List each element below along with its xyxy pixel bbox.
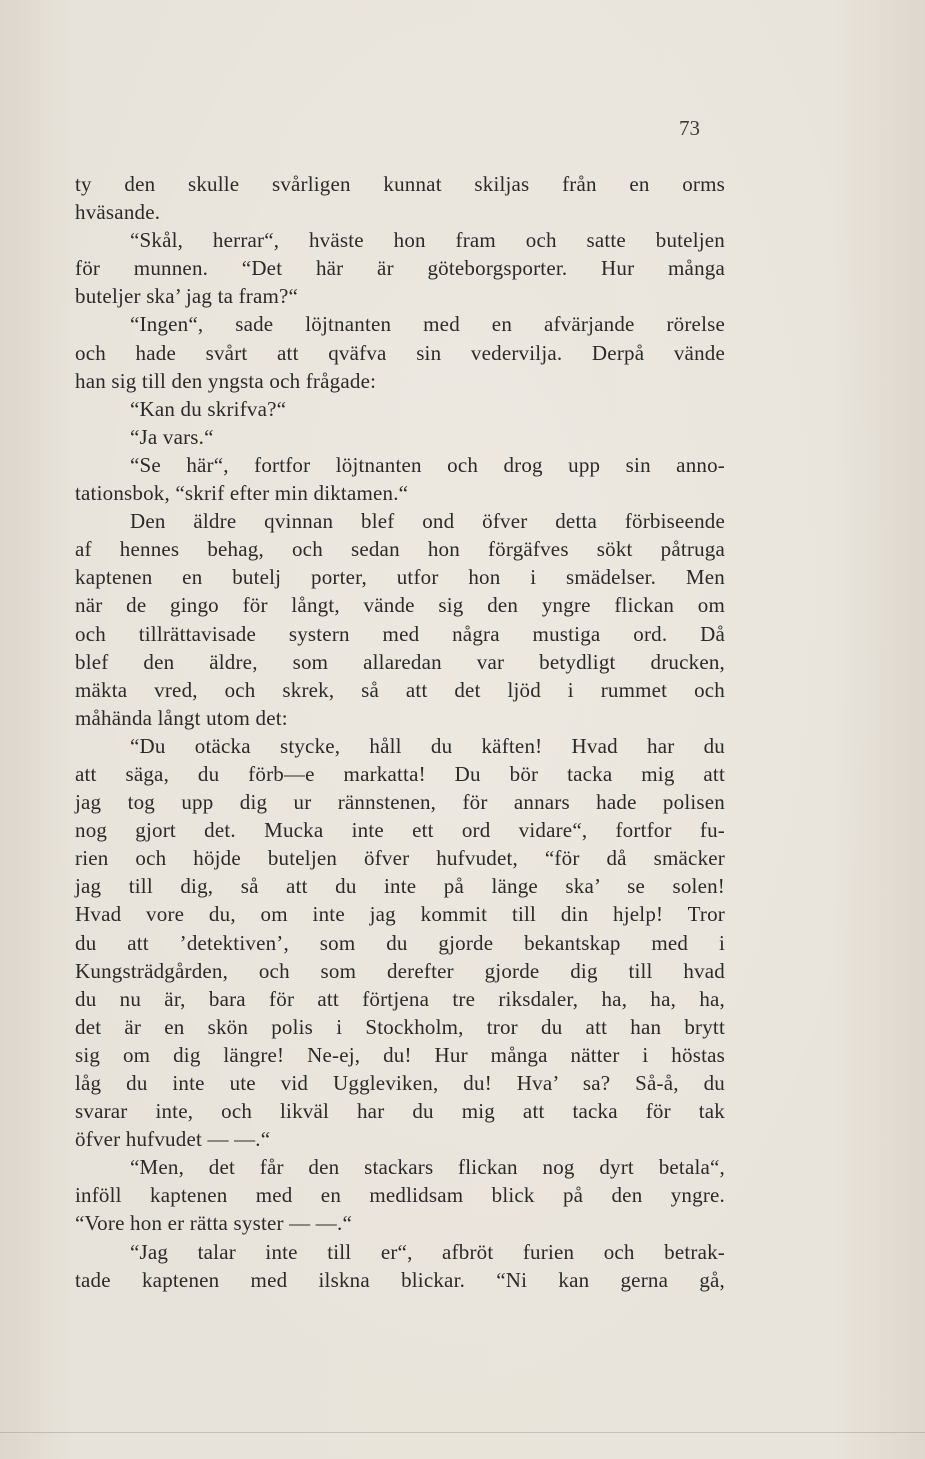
text-line: “Skål, herrar“, hväste hon fram och satte buteljen — [130, 228, 725, 253]
text-line: “Ja vars.“ — [130, 424, 214, 449]
text-line: och tillrättavisade systern med några mustiga ord. Då — [75, 621, 725, 646]
text-line: jag tog upp dig ur rännstenen, för annars hade polisen — [75, 790, 725, 815]
text-line: mäkta vred, och skrek, så att det ljöd i rummet och — [75, 677, 725, 702]
text-line: “Men, det får den stackars flickan nog dyrt betala“, — [130, 1155, 725, 1180]
page-edge-line — [0, 1432, 925, 1433]
text-line: för munnen. “Det här är göteborgsporter. Hur många — [75, 256, 725, 281]
text-line: jag till dig, så att du inte på länge ska’ se solen! — [75, 874, 725, 899]
text-line: du att ’detektiven’, som du gjorde bekantskap med i — [75, 930, 725, 955]
body-text — [75, 170, 725, 1294]
text-line: Kungsträdgården, och som derefter gjorde dig till hvad — [75, 958, 725, 983]
text-line: och hade svårt att qväfva sin vedervilja. Derpå vände — [75, 340, 725, 365]
text-line: tationsbok, “skrif efter min diktamen.“ — [75, 481, 409, 506]
text-line: inföll kaptenen med en medlidsam blick på den yngre. — [75, 1183, 725, 1208]
text-line: nog gjort det. Mucka inte ett ord vidare“, fortfor fu- — [75, 818, 725, 843]
text-line: det är en skön polis i Stockholm, tror du att han brytt — [75, 1014, 725, 1039]
text-line: måhända långt utom det: — [75, 705, 288, 730]
text-line: buteljer ska’ jag ta fram?“ — [75, 284, 299, 309]
text-line: han sig till den yngsta och frågade: — [75, 368, 377, 393]
text-line: “Jag talar inte till er“, afbröt furien och betrak- — [130, 1239, 725, 1264]
text-line: af hennes behag, och sedan hon förgäfves sökt påtruga — [75, 537, 725, 562]
text-line: öfver hufvudet — —.“ — [75, 1127, 271, 1152]
text-line: hväsande. — [75, 200, 161, 225]
text-line: Den äldre qvinnan blef ond öfver detta förbiseende — [130, 509, 725, 534]
text-line: tade kaptenen med ilskna blickar. “Ni kan gerna gå, — [75, 1267, 725, 1292]
text-line: låg du inte ute vid Uggleviken, du! Hva’ sa? Så-å, du — [75, 1071, 725, 1095]
text-line: när de gingo för långt, vände sig den yngre flickan om — [75, 593, 725, 618]
text-line: sig om dig längre! Ne-ej, du! Hur många nätter i höstas — [75, 1042, 725, 1067]
text-line: ty den skulle svårligen kunnat skiljas från en orms — [75, 172, 725, 196]
text-line: “Kan du skrifva?“ — [130, 396, 287, 421]
text-line: blef den äldre, som allaredan var betydligt drucken, — [75, 649, 725, 674]
text-line: “Du otäcka stycke, håll du käften! Hvad har du — [130, 733, 725, 758]
text-line: att säga, du förb—e markatta! Du bör tacka mig att — [75, 761, 725, 786]
text-line: kaptenen en butelj porter, utfor hon i smädelser. Men — [75, 565, 725, 590]
text-line: “Vore hon er rätta syster — —.“ — [75, 1211, 352, 1236]
text-line: rien och höjde buteljen öfver hufvudet, “för då smäcker — [75, 846, 725, 871]
text-line: du nu är, bara för att förtjena tre riksdaler, ha, ha, ha, — [75, 986, 725, 1011]
text-line: Hvad vore du, om inte jag kommit till din hjelp! Tror — [75, 902, 725, 927]
text-line: “Se här“, fortfor löjtnanten och drog upp sin anno- — [130, 452, 725, 477]
page-number: 73 — [679, 116, 700, 140]
text-line: “Ingen“, sade löjtnanten med en afvärjande rörelse — [130, 312, 725, 337]
text-line: svarar inte, och likväl har du mig att tacka för tak — [75, 1099, 725, 1124]
